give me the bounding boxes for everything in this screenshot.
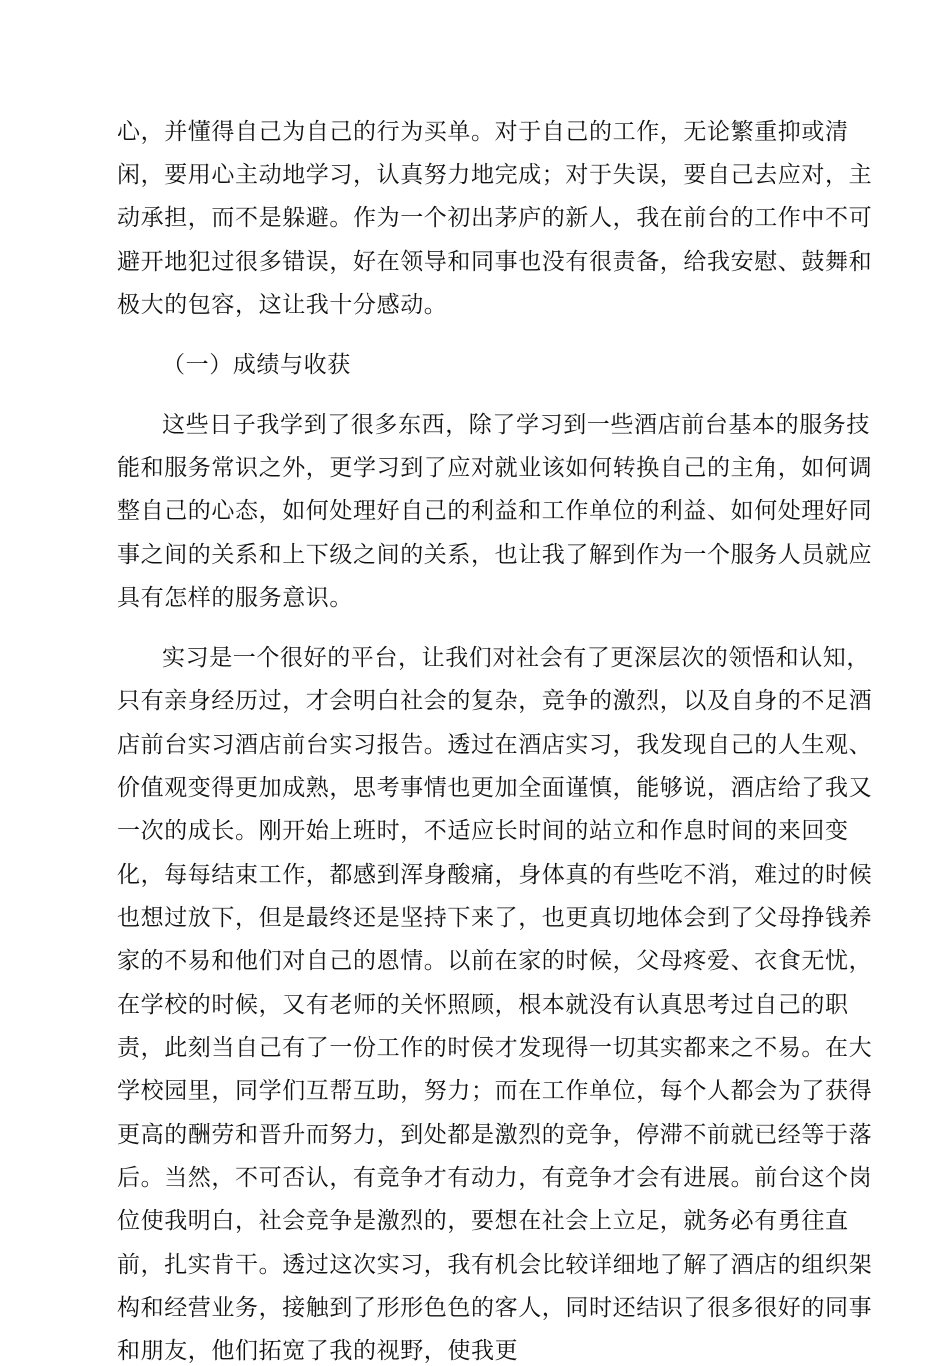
section-heading: （一）成绩与收获 <box>162 352 351 378</box>
text-line: 也想过放下，但是最终还是坚持下来了，也更真切地体会到了父母挣钱养 <box>117 905 873 931</box>
text-line: 实习是一个很好的平台，让我们对社会有了更深层次的领悟和认知， <box>162 645 870 671</box>
text-line: 极大的包容，这让我十分感动。 <box>117 292 448 318</box>
text-line: 事之间的关系和上下级之间的关系，也让我了解到作为一个服务人员就应 <box>117 542 873 568</box>
text-line: 责，此刻当自己有了一份工作的时侯才发现得一切其实都来之不易。在大 <box>117 1035 873 1061</box>
text-line: 构和经营业务，接触到了形形色色的客人，同时还结识了很多很好的同事 <box>117 1295 873 1321</box>
text-line: 位使我明白，社会竞争是激烈的，要想在社会上立足，就务必有勇往直 <box>117 1208 849 1234</box>
text-line: 在学校的时候，又有老师的关怀照顾，根本就没有认真思考过自己的职 <box>117 992 849 1018</box>
text-line: 避开地犯过很多错误，好在领导和同事也没有很责备，给我安慰、鼓舞和 <box>117 249 873 275</box>
text-line: 更高的酬劳和晋升而努力，到处都是激烈的竞争，停滞不前就已经等于落 <box>117 1122 873 1148</box>
text-line: 这些日子我学到了很多东西，除了学习到一些酒店前台基本的服务技 <box>162 412 870 438</box>
text-line: 心，并懂得自己为自己的行为买单。对于自己的工作，无论繁重抑或清 <box>117 119 849 145</box>
text-line: 能和服务常识之外，更学习到了应对就业该如何转换自己的主角，如何调 <box>117 455 873 481</box>
text-line: 学校园里，同学们互帮互助，努力；而在工作单位，每个人都会为了获得 <box>117 1078 873 1104</box>
text-line: 一次的成长。刚开始上班时，不适应长时间的站立和作息时间的来回变 <box>117 818 849 844</box>
text-line: 具有怎样的服务意识。 <box>117 585 353 611</box>
text-line: 后。当然，不可否认，有竞争才有动力，有竞争才会有进展。前台这个岗 <box>117 1165 873 1191</box>
text-line: 价值观变得更加成熟，思考事情也更加全面谨慎，能够说，酒店给了我又 <box>117 775 873 801</box>
text-line: 闲，要用心主动地学习，认真努力地完成；对于失误，要自己去应对，主 <box>117 162 873 188</box>
text-line: 前，扎实肯干。透过这次实习，我有机会比较详细地了解了酒店的组织架 <box>117 1252 873 1278</box>
text-line: 动承担，而不是躲避。作为一个初出茅庐的新人，我在前台的工作中不可 <box>117 205 873 231</box>
text-line: 家的不易和他们对自己的恩情。以前在家的时候，父母疼爱、衣食无忧， <box>117 948 873 974</box>
text-line: 化，每每结束工作，都感到浑身酸痛，身体真的有些吃不消，难过的时候 <box>117 862 873 888</box>
text-line: 和朋友，他们拓宽了我的视野，使我更 <box>117 1338 519 1364</box>
text-line: 只有亲身经历过，才会明白社会的复杂，竞争的激烈，以及自身的不足酒 <box>117 688 873 714</box>
text-line: 整自己的心态，如何处理好自己的利益和工作单位的利益、如何处理好同 <box>117 498 873 524</box>
text-line: 店前台实习酒店前台实习报告。透过在酒店实习，我发现自己的人生观、 <box>117 732 873 758</box>
